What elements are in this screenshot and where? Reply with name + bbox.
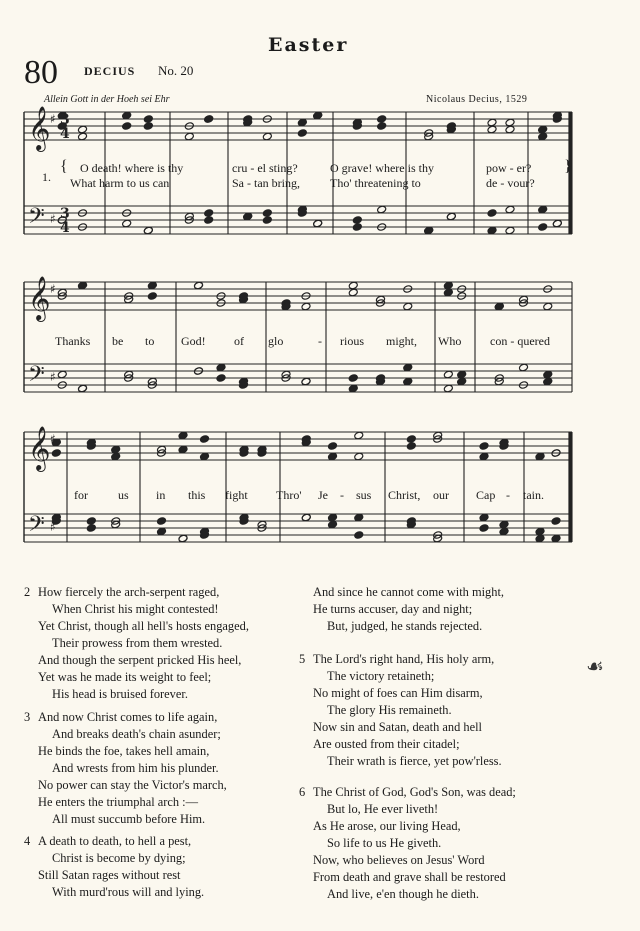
lyric: sus <box>356 488 372 502</box>
lyric: be <box>112 334 124 348</box>
verse-number-1: 1. <box>42 170 51 184</box>
verse-block: The Lord's right hand, His holy arm, The victory retaineth; No might of foes can Him disarm, The glory His remaineth. Now sin and Satan, death and hell Are ousted from their citadel; Their wrath is fierce, yet pow'rless. <box>313 652 502 768</box>
hymn-number: 80 <box>24 54 58 91</box>
composer: Nicolaus Decius, 1529 <box>426 94 528 105</box>
svg-text:♯: ♯ <box>50 212 56 226</box>
verse-block: A death to death, to hell a pest, Christ is become by dying; Still Satan rages without rest With murd'rous will and lying. <box>38 834 205 899</box>
section-title: Easter <box>268 34 349 56</box>
verse-block: How fiercely the arch-serpent raged, When Christ his might contested! Yet Christ, though all hell's hosts engaged, Their prowess from them wrested. And though the serpent pricked His heel, Yet was he made its weight to feel; His head is bruised forever. <box>38 585 249 701</box>
svg-text:𝄞: 𝄞 <box>28 106 51 150</box>
lyric: con - quered <box>490 334 550 348</box>
lyric: fight <box>225 488 248 502</box>
lyric: for <box>74 488 88 502</box>
lyric: in <box>156 488 166 502</box>
lyric: - <box>506 488 510 502</box>
svg-text:♯: ♯ <box>50 370 56 384</box>
svg-text:3: 3 <box>60 112 70 128</box>
lyric: Who <box>438 334 462 348</box>
lyric: Sa - tan bring, <box>232 176 300 190</box>
lyric: Tho' threatening to <box>330 176 421 190</box>
lyric: glo <box>268 334 284 348</box>
svg-text:♯: ♯ <box>50 112 56 126</box>
verse-2-number: 2 <box>24 585 31 599</box>
lyric: God! <box>181 334 206 348</box>
tune-number: No. 20 <box>158 63 194 78</box>
svg-text:𝄢: 𝄢 <box>28 362 45 392</box>
svg-text:♯: ♯ <box>50 520 56 534</box>
verse-5-number: 5 <box>299 652 306 666</box>
lyric: might, <box>386 334 418 348</box>
lyric: Thanks <box>55 334 91 348</box>
lyric: What harm to us can <box>70 176 170 190</box>
lyric: de - vour? <box>486 176 535 190</box>
lyric: O grave! where is thy <box>330 161 434 175</box>
verse-4-continued: And since he cannot come with might, He turns accuser, day and night; But, judged, he stands rejected. <box>313 585 504 633</box>
svg-text:4: 4 <box>60 126 70 142</box>
lyric: tain. <box>523 488 544 502</box>
verse-block: And now Christ comes to life again, And breaks death's chain asunder; He binds the foe, takes hell amain, And wrests from him his plunder. No power can stay the Victor's march, He enters the triumphal arch :— All must succumb before Him. <box>38 710 227 826</box>
svg-text:𝄢: 𝄢 <box>28 512 45 542</box>
lyric: O death! where is thy <box>80 161 184 175</box>
lyric: Thro' <box>276 488 302 502</box>
lyric: cru - el sting? <box>232 161 298 175</box>
lyric: pow - er? <box>486 161 532 175</box>
brace-left: { <box>60 158 68 175</box>
verse-6-number: 6 <box>299 785 306 799</box>
svg-text:𝄢: 𝄢 <box>28 204 45 234</box>
svg-text:4: 4 <box>60 220 70 236</box>
verse-3-number: 3 <box>24 710 31 724</box>
verse-4-number: 4 <box>24 834 31 848</box>
svg-text:𝄞: 𝄞 <box>28 276 51 320</box>
lyric: - <box>318 334 322 348</box>
verse-block: The Christ of God, God's Son, was dead; But lo, He ever liveth! As He arose, our living Head, So life to us He giveth. Now, who believes on Jesus' Word From death and grave shall be restored And live, e'en though he dieth. <box>313 785 516 901</box>
svg-text:3: 3 <box>60 206 70 222</box>
lyric: us <box>118 488 129 502</box>
lyric: Je <box>318 488 328 502</box>
brace-right: } <box>564 158 572 175</box>
original-title: Allein Gott in der Hoeh sei Ehr <box>44 94 170 105</box>
pointing-hand-icon: ☙ <box>586 656 604 678</box>
lyric: rious <box>340 334 364 348</box>
svg-text:♯: ♯ <box>50 282 56 296</box>
lyric: this <box>188 488 206 502</box>
lyric: Christ, <box>388 488 421 502</box>
lyric: of <box>234 334 244 348</box>
svg-text:𝄞: 𝄞 <box>28 426 51 470</box>
lyric: Cap <box>476 488 496 502</box>
lyric: our <box>433 488 449 502</box>
lyric: - <box>340 488 344 502</box>
tune-name: DECIUS <box>84 64 136 78</box>
lyric: to <box>145 334 155 348</box>
svg-text:♯: ♯ <box>50 432 56 446</box>
